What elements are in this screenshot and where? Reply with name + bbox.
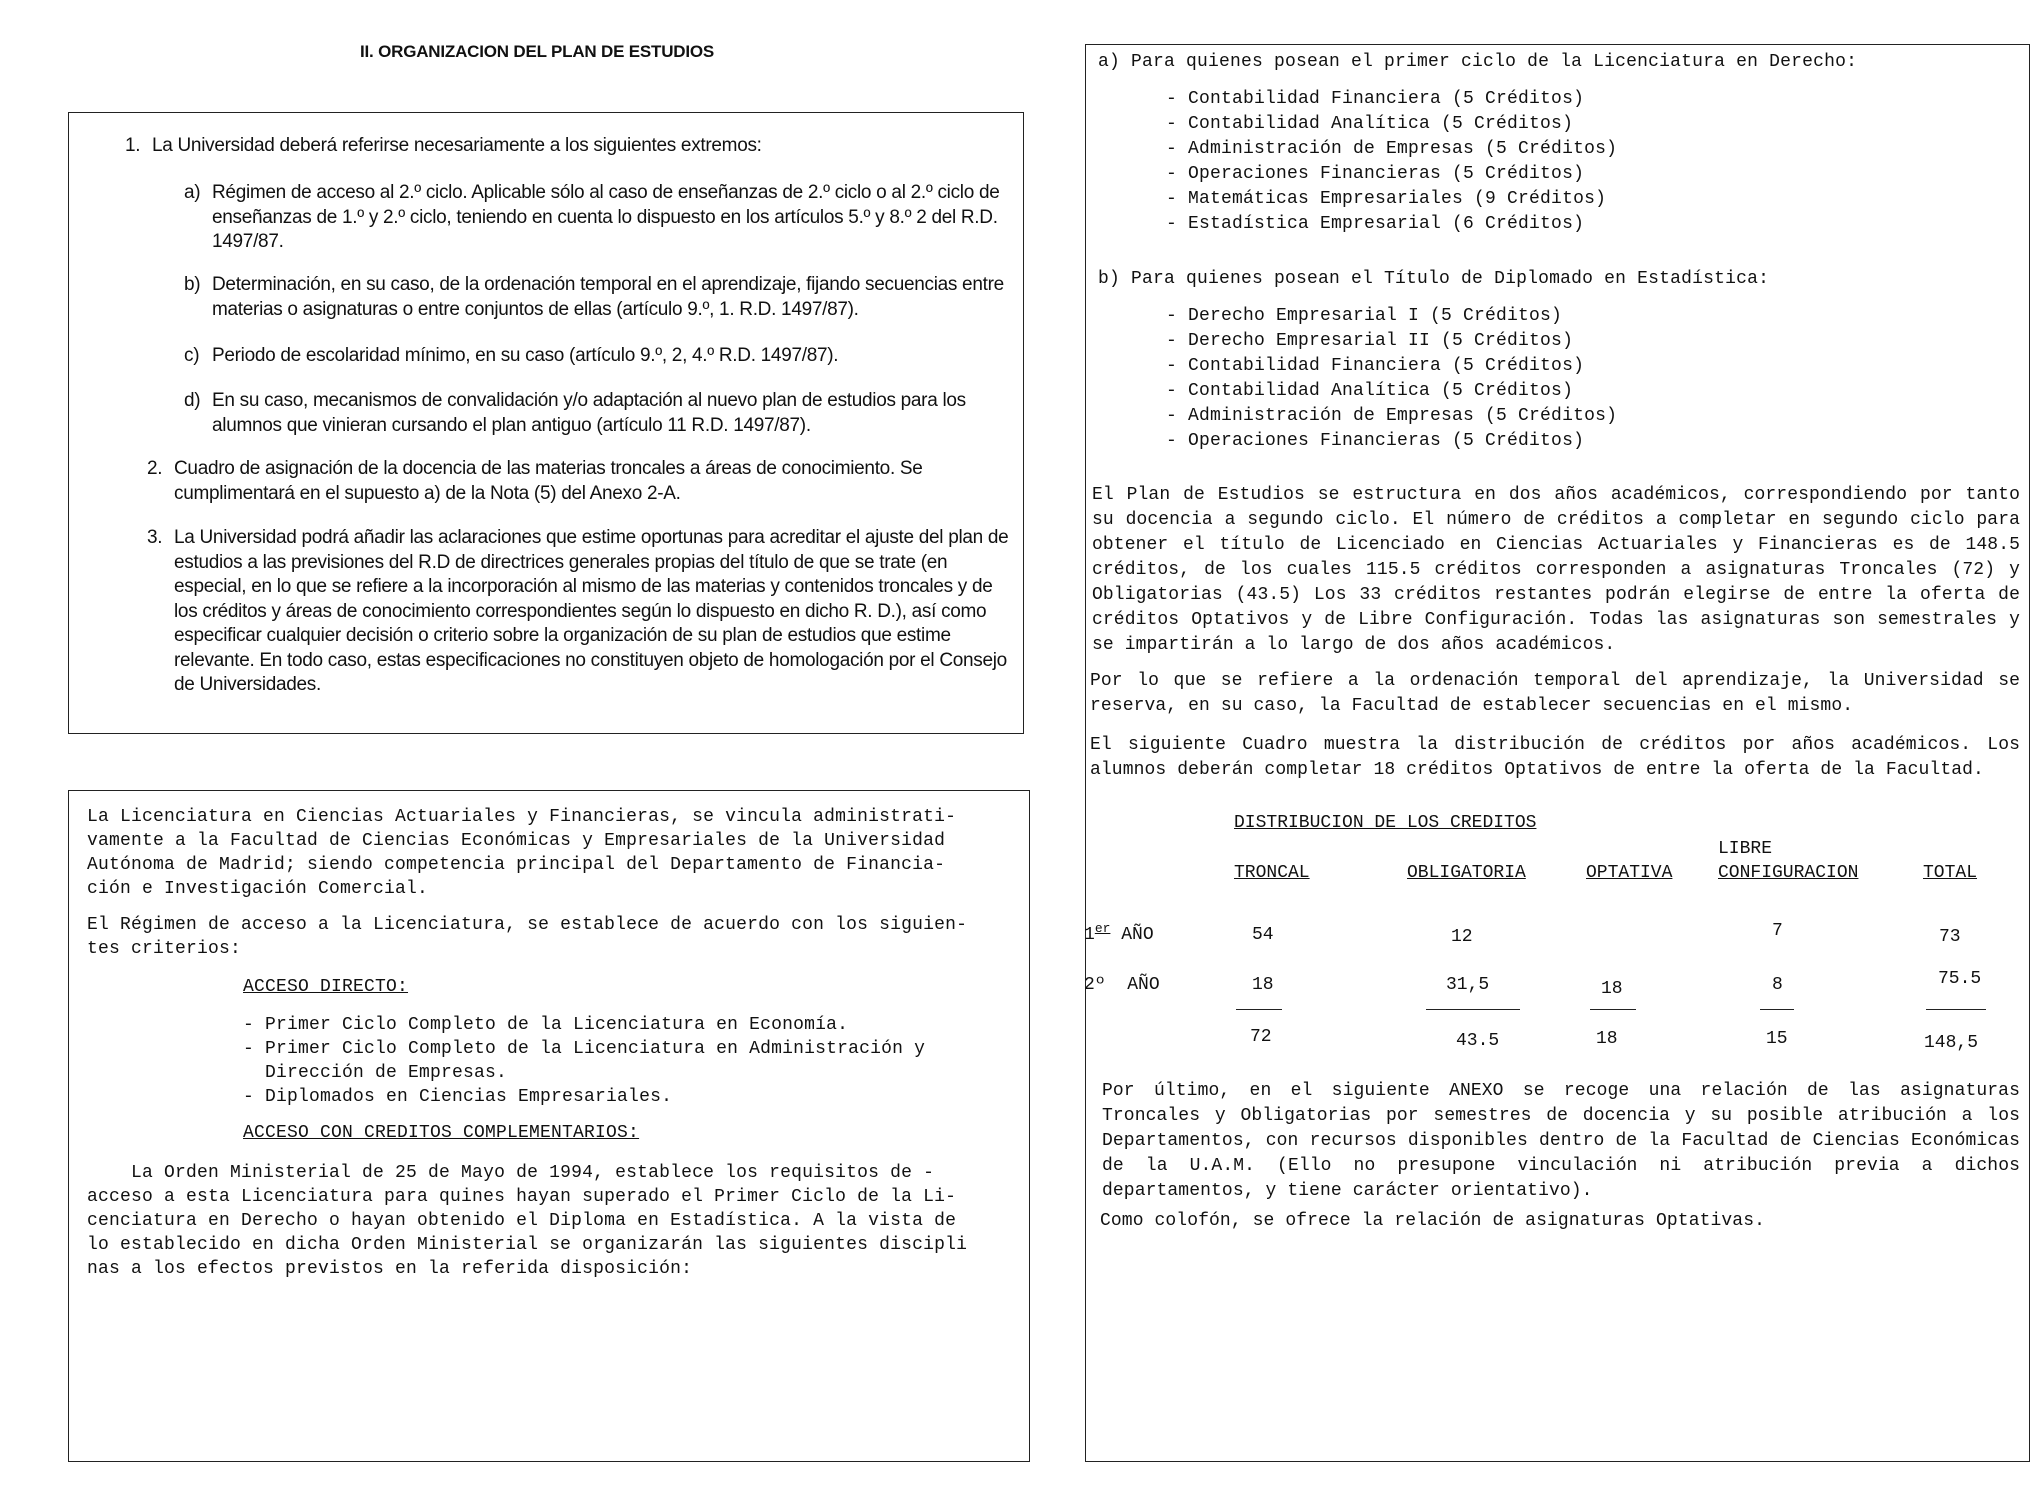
cell-libre: 7: [1772, 921, 1783, 941]
a-heading: a) Para quienes posean el primer ciclo de la Licenciatura en Derecho:: [1098, 52, 1858, 72]
b-item: - Administración de Empresas (5 Créditos): [1166, 406, 1618, 426]
cuadro-paragraph: El siguiente Cuadro muestra la distribución de créditos por años académicos. Los alumnos deberán completar 18 créditos Optativos de entre la oferta de la Facultad.: [1090, 735, 2020, 780]
intro-line: ción e Investigación Comercial.: [87, 879, 429, 899]
orden-line: La Orden Ministerial de 25 de Mayo de 1994, establece los requisitos de -: [87, 1163, 935, 1183]
item-2: [147, 457, 1012, 506]
orden-line: acceso a esta Licenciatura para quines hayan superado el Primer Ciclo de la Li-: [87, 1187, 957, 1207]
plan-box: [1085, 44, 2030, 1462]
ordenacion-paragraph: Por lo que se refiere a la ordenación temporal del aprendizaje, la Universidad se reserva, en su caso, la Facultad de establecer secuencias en el mismo.: [1090, 671, 2020, 716]
item-a: [184, 181, 1012, 255]
orden-line: cenciatura en Derecho o hayan obtenido el Diploma en Estadística. A la vista de: [87, 1211, 957, 1231]
cell-troncal: 54: [1252, 925, 1274, 945]
item-text: Determinación, en su caso, de la ordenación temporal en el aprendizaje, fijando secuencias entre materias o asignaturas o entre conjuntos de ellas (artículo 9.º, 1. R.D. 1497/87).: [212, 274, 1004, 320]
item-number: 2.: [147, 458, 163, 479]
total-libre: 15: [1766, 1029, 1788, 1049]
acceso-directo-item: Dirección de Empresas.: [243, 1063, 508, 1083]
item-c: [184, 344, 1012, 369]
final-paragraph: Por último, en el siguiente ANEXO se recoge una relación de las asignaturas Troncales y Obligatorias por semestres de docencia y su posible atribución a los Departamentos, con recursos disponibles dentro de la Facultad de Ciencias Económicas de la U.A.M. (Ello no presupone vinculación ni atribución previa a dichos departamentos, y tiene carácter orientativo).: [1102, 1081, 2020, 1201]
item-3: [147, 526, 1012, 698]
table-title: DISTRIBUCION DE LOS CREDITOS: [1234, 813, 1537, 833]
item-text: Régimen de acceso al 2.º ciclo. Aplicable sólo al caso de enseñanzas de 2.º ciclo o al 2.º ciclo de enseñanzas de 1.º y 2.º ciclo, teniendo en cuenta lo dispuesto en los artículos 5.º y 8.º 2 del R.D. 1497/87.: [212, 182, 1000, 252]
cell-obligatoria: 31,5: [1446, 975, 1490, 995]
item-text: La Universidad podrá añadir las aclaraciones que estime oportunas para acreditar el ajuste del plan de estudios a las previsiones del R.D de directrices generales propias del título de que se trate (en especial, en lo que se refiere a la incorporación al mismo de las materias y contenidos troncales y de los créditos y áreas de conocimiento correspondientes según lo dispuesto en dicho R. D.), así como especificar cualquier decisión o criterio sobre la organización de su plan de estudios que estime relevante. En todo caso, estas especificaciones no constituyen objeto de homologación por el Consejo de Universidades.: [174, 527, 1009, 695]
sum-rule: [1236, 1009, 1282, 1010]
intro-line: La Licenciatura en Ciencias Actuariales y Financieras, se vincula administrati-: [87, 807, 957, 827]
a-item: - Operaciones Financieras (5 Créditos): [1166, 164, 1585, 184]
item-b: [184, 273, 1012, 322]
total-troncal: 72: [1250, 1027, 1272, 1047]
cell-optativa: 18: [1601, 979, 1623, 999]
regimen-line: tes criterios:: [87, 939, 242, 959]
acceso-directo-item: - Primer Ciclo Completo de la Licenciatura en Economía.: [243, 1015, 849, 1035]
item-number: 1.: [125, 135, 141, 156]
header-libre: LIBRE: [1718, 839, 1773, 859]
row-word: AÑO: [1127, 975, 1160, 995]
a-item: - Contabilidad Analítica (5 Créditos): [1166, 114, 1574, 134]
header-troncal: TRONCAL: [1234, 863, 1310, 883]
b-item: - Contabilidad Analítica (5 Créditos): [1166, 381, 1574, 401]
acceso-directo-item: - Diplomados en Ciencias Empresariales.: [243, 1087, 673, 1107]
header-configuracion: CONFIGURACION: [1718, 863, 1859, 883]
cell-obligatoria: 12: [1451, 927, 1473, 947]
colofon-line: Como colofón, se ofrece la relación de asignaturas Optativas.: [1100, 1211, 1766, 1231]
header-optativa: OPTATIVA: [1586, 863, 1673, 883]
cell-total: 75.5: [1938, 969, 1982, 989]
total-obligatoria: 43.5: [1456, 1031, 1500, 1051]
regimen-line: El Régimen de acceso a la Licenciatura, se establece de acuerdo con los siguien-: [87, 915, 968, 935]
orden-line: lo establecido en dicha Orden Ministerial se organizarán las siguientes discipli: [87, 1235, 968, 1255]
sum-rule: [1760, 1009, 1794, 1010]
cell-libre: 8: [1772, 975, 1783, 995]
row-label: [1084, 921, 1154, 945]
item-letter: b): [184, 274, 201, 295]
row-number: 2º: [1084, 975, 1106, 995]
a-item: - Administración de Empresas (5 Créditos): [1166, 139, 1618, 159]
b-item: - Derecho Empresarial II (5 Créditos): [1166, 331, 1574, 351]
row-label: [1084, 975, 1160, 995]
acceso-directo-item: - Primer Ciclo Completo de la Licenciatura en Administración y: [243, 1039, 926, 1059]
item-letter: d): [184, 390, 201, 411]
b-item: - Operaciones Financieras (5 Créditos): [1166, 431, 1585, 451]
instructions-box: [68, 112, 1024, 734]
section-title: II. ORGANIZACION DEL PLAN DE ESTUDIOS: [360, 42, 715, 61]
header-obligatoria: OBLIGATORIA: [1407, 863, 1526, 883]
b-item: - Derecho Empresarial I (5 Créditos): [1166, 306, 1563, 326]
regimen-box: [68, 790, 1030, 1462]
a-item: - Estadística Empresarial (6 Créditos): [1166, 214, 1585, 234]
row-number: 1: [1084, 925, 1095, 945]
sum-rule: [1590, 1009, 1636, 1010]
item-text: En su caso, mecanismos de convalidación y/o adaptación al nuevo plan de estudios para los alumnos que vinieran cursando el plan antiguo (artículo 11 R.D. 1497/87).: [212, 390, 966, 436]
item-text: Cuadro de asignación de la docencia de las materias troncales a áreas de conocimiento. Se cumplimentará en el supuesto a) de la Nota (5) del Anexo 2-A.: [174, 458, 923, 504]
intro-line: vamente a la Facultad de Ciencias Económicas y Empresariales de la Universidad: [87, 831, 946, 851]
item-1: [125, 134, 972, 159]
item-d: [184, 389, 1012, 438]
intro-line: Autónoma de Madrid; siendo competencia principal del Departamento de Financia-: [87, 855, 946, 875]
acceso-creditos-heading: ACCESO CON CREDITOS COMPLEMENTARIOS:: [243, 1123, 640, 1143]
cell-total: 73: [1939, 927, 1961, 947]
cell-troncal: 18: [1252, 975, 1274, 995]
total-total: 148,5: [1924, 1033, 1979, 1053]
plan-paragraph: El Plan de Estudios se estructura en dos años académicos, correspondiendo por tanto su docencia a segundo ciclo. El número de créditos a completar en segundo ciclo para obtener el título de Licenciado en Ciencias Actuariales y Financieras es de 148.5 créditos, de los cuales 115.5 créditos corresponden a asignaturas Troncales (72) y Obligatorias (43.5) Los 33 créditos restantes podrán elegirse de entre la oferta de créditos Optativos y de Libre Configuración. Todas las asignaturas son semestrales y se impartirán a lo largo de dos años académicos.: [1092, 485, 2020, 655]
a-item: - Matemáticas Empresariales (9 Créditos): [1166, 189, 1607, 209]
item-text: Periodo de escolaridad mínimo, en su caso (artículo 9.º, 2, 4.º R.D. 1497/87).: [212, 345, 839, 366]
item-number: 3.: [147, 527, 163, 548]
sum-rule: [1926, 1009, 1986, 1010]
item-letter: c): [184, 345, 200, 366]
total-optativa: 18: [1596, 1029, 1618, 1049]
row-word: AÑO: [1121, 925, 1154, 945]
row-ordinal: er: [1094, 921, 1111, 936]
b-item: - Contabilidad Financiera (5 Créditos): [1166, 356, 1585, 376]
orden-line: nas a los efectos previstos en la referida disposición:: [87, 1259, 693, 1279]
item-text: La Universidad deberá referirse necesariamente a los siguientes extremos:: [152, 135, 762, 156]
item-letter: a): [184, 182, 201, 203]
sum-rule: [1426, 1009, 1520, 1010]
a-item: - Contabilidad Financiera (5 Créditos): [1166, 89, 1585, 109]
header-total: TOTAL: [1923, 863, 1978, 883]
b-heading: b) Para quienes posean el Título de Diplomado en Estadística:: [1098, 269, 1770, 289]
acceso-directo-heading: ACCESO DIRECTO:: [243, 977, 409, 997]
